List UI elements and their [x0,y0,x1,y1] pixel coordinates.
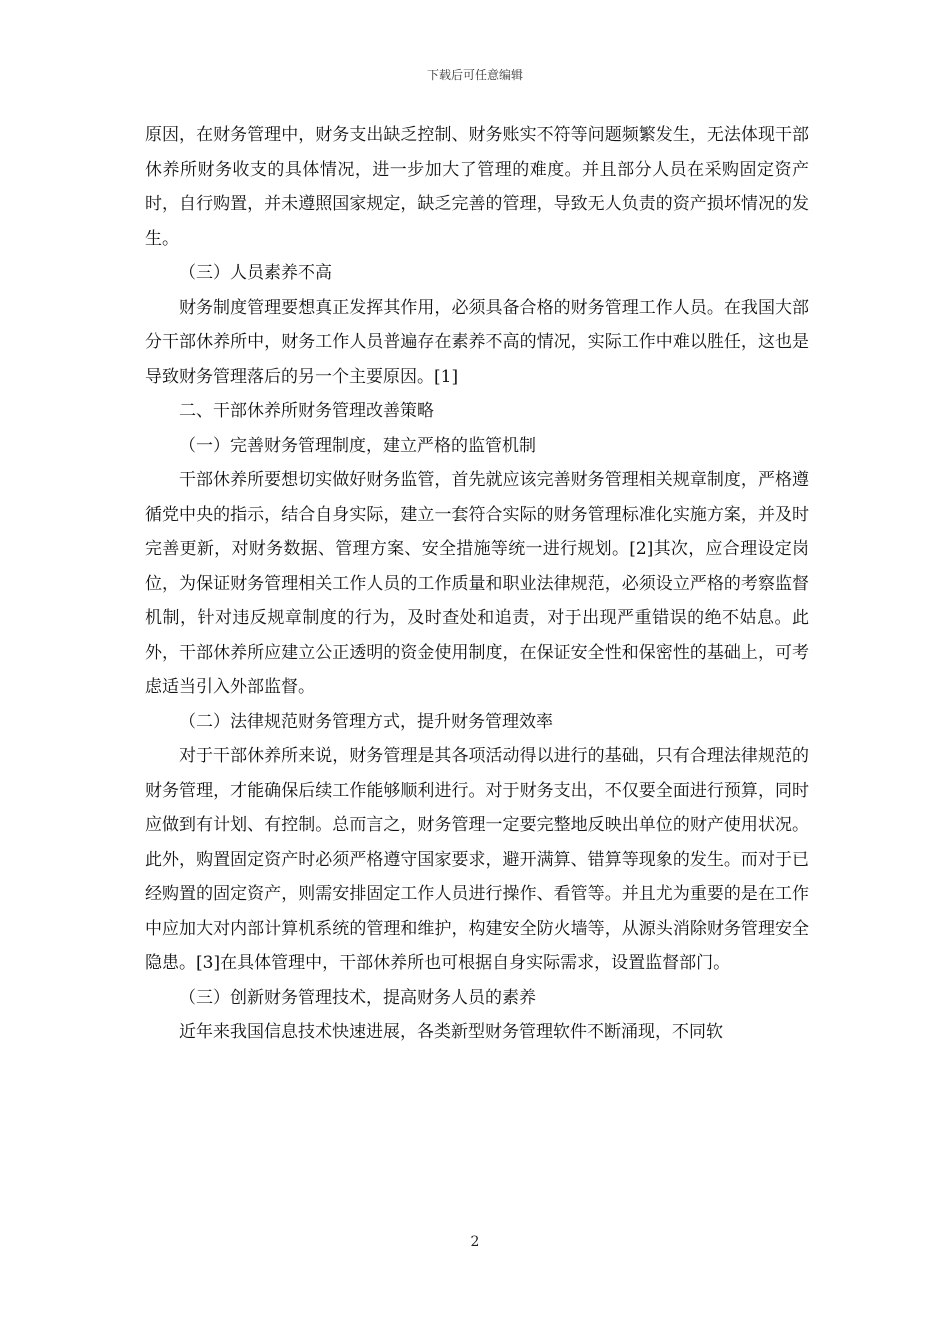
section-heading: （三）创新财务管理技术，提高财务人员的素养 [179,987,536,1008]
body-paragraph: 近年来我国信息技术快速进展，各类新型财务管理软件不断涌现，不同软 [179,1022,723,1042]
document-body [145,118,809,1050]
section-heading: 二、干部休养所财务管理改善策略 [179,401,434,421]
body-paragraph: 原因，在财务管理中，财务支出缺乏控制、财务账实不符等问题频繁发生，无法体现干部休养所财务收支的具体情况，进一步加大了管理的难度。并且部分人员在采购固定资产时，自行购置，并未遵照国家规定，缺乏完善的管理，导致无人负责的资产损坏情况的发生。 [145,125,809,249]
page-header: 下载后可任意编辑 [426,68,523,82]
body-paragraph: 财务制度管理要想真正发挥其作用，必须具备合格的财务管理工作人员。在我国大部分干部休养所中，财务工作人员普遍存在素养不高的情况，实际工作中难以胜任，这也是导致财务管理落后的另一个主要原因。[1] [145,297,809,387]
body-paragraph: 干部休养所要想切实做好财务监管，首先就应该完善财务管理相关规章制度，严格遵循党中央的指示，结合自身实际，建立一套符合实际的财务管理标准化实施方案，并及时完善更新，对财务数据、管理方案、安全措施等统一进行规划。[2]其次，应合理设定岗位，为保证财务管理相关工作人员的工作质量和职业法律规范，必须设立严格的考察监督机制，针对违反规章制度的行为，及时查处和追责，对于出现严重错误的绝不姑息。此外，干部休养所应建立公正透明的资金使用制度，在保证安全性和保密性的基础上，可考虑适当引入外部监督。 [145,470,809,697]
section-heading: （二）法律规范财务管理方式，提升财务管理效率 [179,711,553,732]
section-heading: （三）人员素养不高 [179,263,332,283]
body-paragraph: 对于干部休养所来说，财务管理是其各项活动得以进行的基础，只有合理法律规范的财务管理，才能确保后续工作能够顺利进行。对于财务支出，不仅要全面进行预算，同时应做到有计划、有控制。总而言之，财务管理一定要完整地反映出单位的财产使用状况。此外，购置固定资产时必须严格遵守国家要求，避开满算、错算等现象的发生。而对于已经购置的固定资产，则需安排固定工作人员进行操作、看管等。并且尤为重要的是在工作中应加大对内部计算机系统的管理和维护，构建安全防火墙等，从源头消除财务管理安全隐患。[3]在具体管理中，干部休养所也可根据自身实际需求，设置监督部门。 [145,746,809,973]
page-number: 2 [470,1234,480,1250]
section-heading: （一）完善财务管理制度，建立严格的监管机制 [179,435,536,456]
